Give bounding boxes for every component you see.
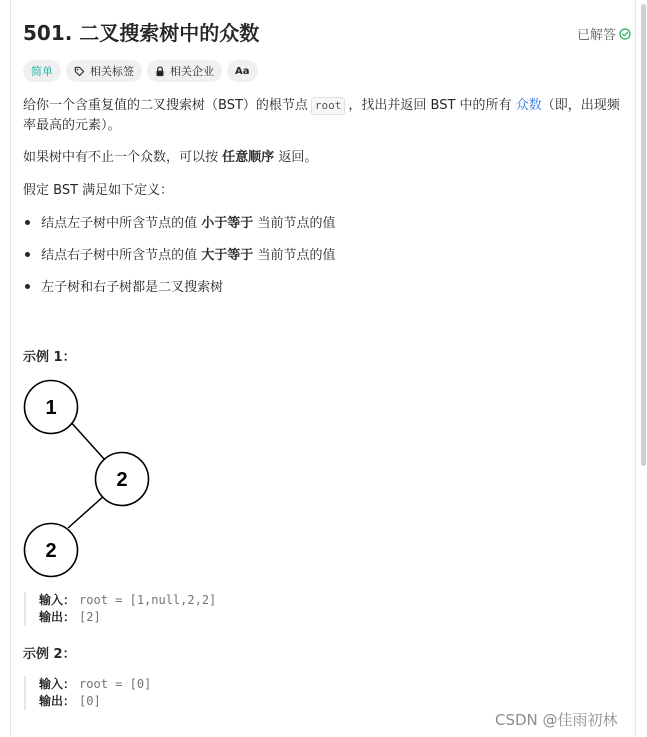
translate-icon: Aa: [235, 65, 250, 77]
definition-bullet: [25, 278, 223, 298]
bullet-bold-text: 大于等于: [201, 248, 254, 263]
tree-edge: [68, 495, 105, 528]
tag-icon: [74, 66, 85, 77]
check-circle-icon: [619, 28, 631, 40]
example-1-title: 示例 1：: [23, 350, 76, 365]
bullet-bold-text: 小于等于: [201, 216, 254, 231]
description-paragraph-1: [23, 96, 623, 136]
bullet-text: 当前节点的值: [257, 216, 336, 231]
output-value: [0]: [79, 694, 101, 708]
vertical-scrollbar[interactable]: [640, 0, 647, 737]
difficulty-label: 简单: [31, 65, 53, 78]
tree-node-label: 2: [45, 540, 57, 562]
tree-edge: [69, 420, 105, 460]
description-text: （即，出现频率最高的元素）。: [23, 98, 620, 133]
example-1-tree-diagram: [18, 375, 158, 589]
translate-button[interactable]: [227, 60, 258, 82]
related-tags-label: 相关标签: [90, 65, 134, 78]
tree-node: [25, 524, 78, 577]
input-value: root = [0]: [79, 677, 152, 691]
example-input: [39, 592, 216, 609]
tree-node-label: 2: [116, 469, 128, 491]
input-label: 输入：: [39, 677, 76, 691]
description-text: 给你一个含重复值的二叉搜索树（BST）的根节点: [23, 98, 308, 113]
related-companies-button[interactable]: [147, 60, 222, 82]
example-2-io: [24, 676, 151, 710]
description-paragraph-3: [23, 181, 173, 201]
csdn-watermark: CSDN @佳雨初林: [495, 711, 618, 729]
output-value: [2]: [79, 610, 101, 624]
description-bold-text: 任意顺序: [222, 150, 275, 165]
solved-status: [577, 24, 631, 43]
problem-title: 501. 二叉搜索树中的众数: [23, 21, 260, 45]
related-companies-label: 相关企业: [170, 65, 214, 78]
description-text: ，找出并返回 BST 中的所有: [348, 98, 512, 113]
description-paragraph-2: [23, 148, 317, 168]
input-value: root = [1,null,2,2]: [79, 593, 217, 607]
bullet-text: 结点左子树中所含节点的值: [41, 216, 198, 231]
lock-icon: [155, 66, 165, 77]
input-label: 输入：: [39, 593, 76, 607]
bullet-text: 左子树和右子树都是二叉搜索树: [41, 280, 224, 295]
tree-node: [25, 381, 78, 434]
example-input: [39, 676, 151, 693]
tree-node-label: 1: [45, 397, 57, 419]
tree-node: [96, 453, 149, 506]
definition-bullet: [25, 214, 335, 234]
output-label: 输出：: [39, 694, 76, 708]
example-output: [39, 693, 151, 710]
tag-bar: [23, 60, 258, 82]
example-output: [39, 609, 216, 626]
mode-link[interactable]: 众数: [515, 98, 542, 113]
description-text: 如果树中有不止一个众数，可以按: [23, 150, 219, 165]
definition-bullet: [25, 246, 335, 266]
example-2-title: 示例 2：: [23, 647, 76, 662]
description-text: 假定 BST 满足如下定义：: [23, 183, 174, 198]
inline-code-root: root: [311, 97, 346, 115]
related-tags-button[interactable]: [66, 60, 142, 82]
description-text: 返回。: [278, 150, 318, 165]
output-label: 输出：: [39, 610, 76, 624]
difficulty-badge[interactable]: [23, 60, 61, 82]
bullet-text: 结点右子树中所含节点的值: [41, 248, 198, 263]
bullet-text: 当前节点的值: [257, 248, 336, 263]
example-1-io: [24, 592, 216, 626]
scrollbar-thumb[interactable]: [641, 4, 646, 466]
solved-status-label: 已解答: [577, 28, 617, 43]
